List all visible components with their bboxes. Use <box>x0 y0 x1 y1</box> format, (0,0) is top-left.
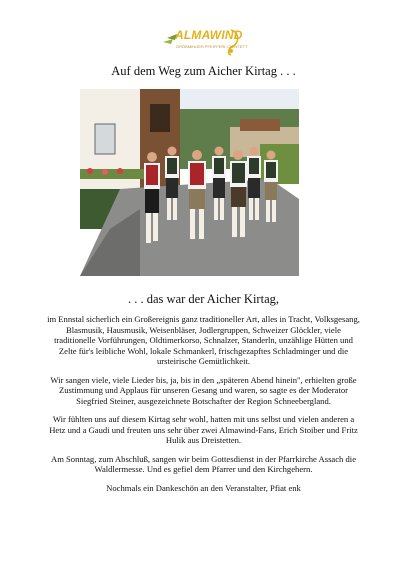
paragraph-2: Wir sangen viele, viele Lieder bis, ja, bis in den „späteren Abend hinein", erhielten große Zustimmung und Applaus für unseren Gesang und waren, so sagte es der Moderator Siegfried Steiner, ausgezeichnete Botschafter der Region Schneebergland. <box>50 374 357 406</box>
group-photo-image <box>80 89 299 276</box>
almawind-logo <box>161 24 248 57</box>
logo-brand: ALMAWIND <box>175 28 243 42</box>
heading-bottom: . . . das war der Aicher Kirtag, <box>128 292 279 306</box>
paragraph-5: Nochmals ein Dankeschön an den Veranstalter, Pfiat enk <box>106 482 301 493</box>
paragraph-3: Wir fühlten uns auf diesem Kirtag sehr wohl, hatten mit uns selbst und vielen anderen a Hetz und a Gaudi und freuten uns sehr über zwei Almawind-Fans, Erich Stoiber und Fritz Hulik aus Dreistetten. <box>49 414 358 445</box>
logo-tagline: GRÖBMINGER PFEIFFERL QUINTETT <box>176 44 248 49</box>
paragraph-1: im Ennstal sicherlich ein Großereignis ganz traditioneller Art, alles in Tracht, Volksgesang, Blasmusik, Hausmusik, Weisenbläser, Jodlergruppen, Schweizer Glöckler, viele traditionelle Vorführungen, Oldtimerkorso, Schnalzer, Standerln, unzählige Hütten und Zelte für's leibliche Wohl, lokale Schmankerl, frischgezapftes Schladminger und die ursteirische Gemütlichkeit. <box>47 314 360 366</box>
article-body <box>46 314 361 501</box>
paragraph-4: Am Sonntag, zum Abschluß, sangen wir beim Gottesdienst in der Pfarrkirche Assach die Waldlermesse. Und es gefiel dem Pfarrer und den Kirchgehern. <box>50 453 357 474</box>
group-photo <box>80 89 299 276</box>
heading-top: Auf dem Weg zum Aicher Kirtag . . . <box>111 64 296 78</box>
